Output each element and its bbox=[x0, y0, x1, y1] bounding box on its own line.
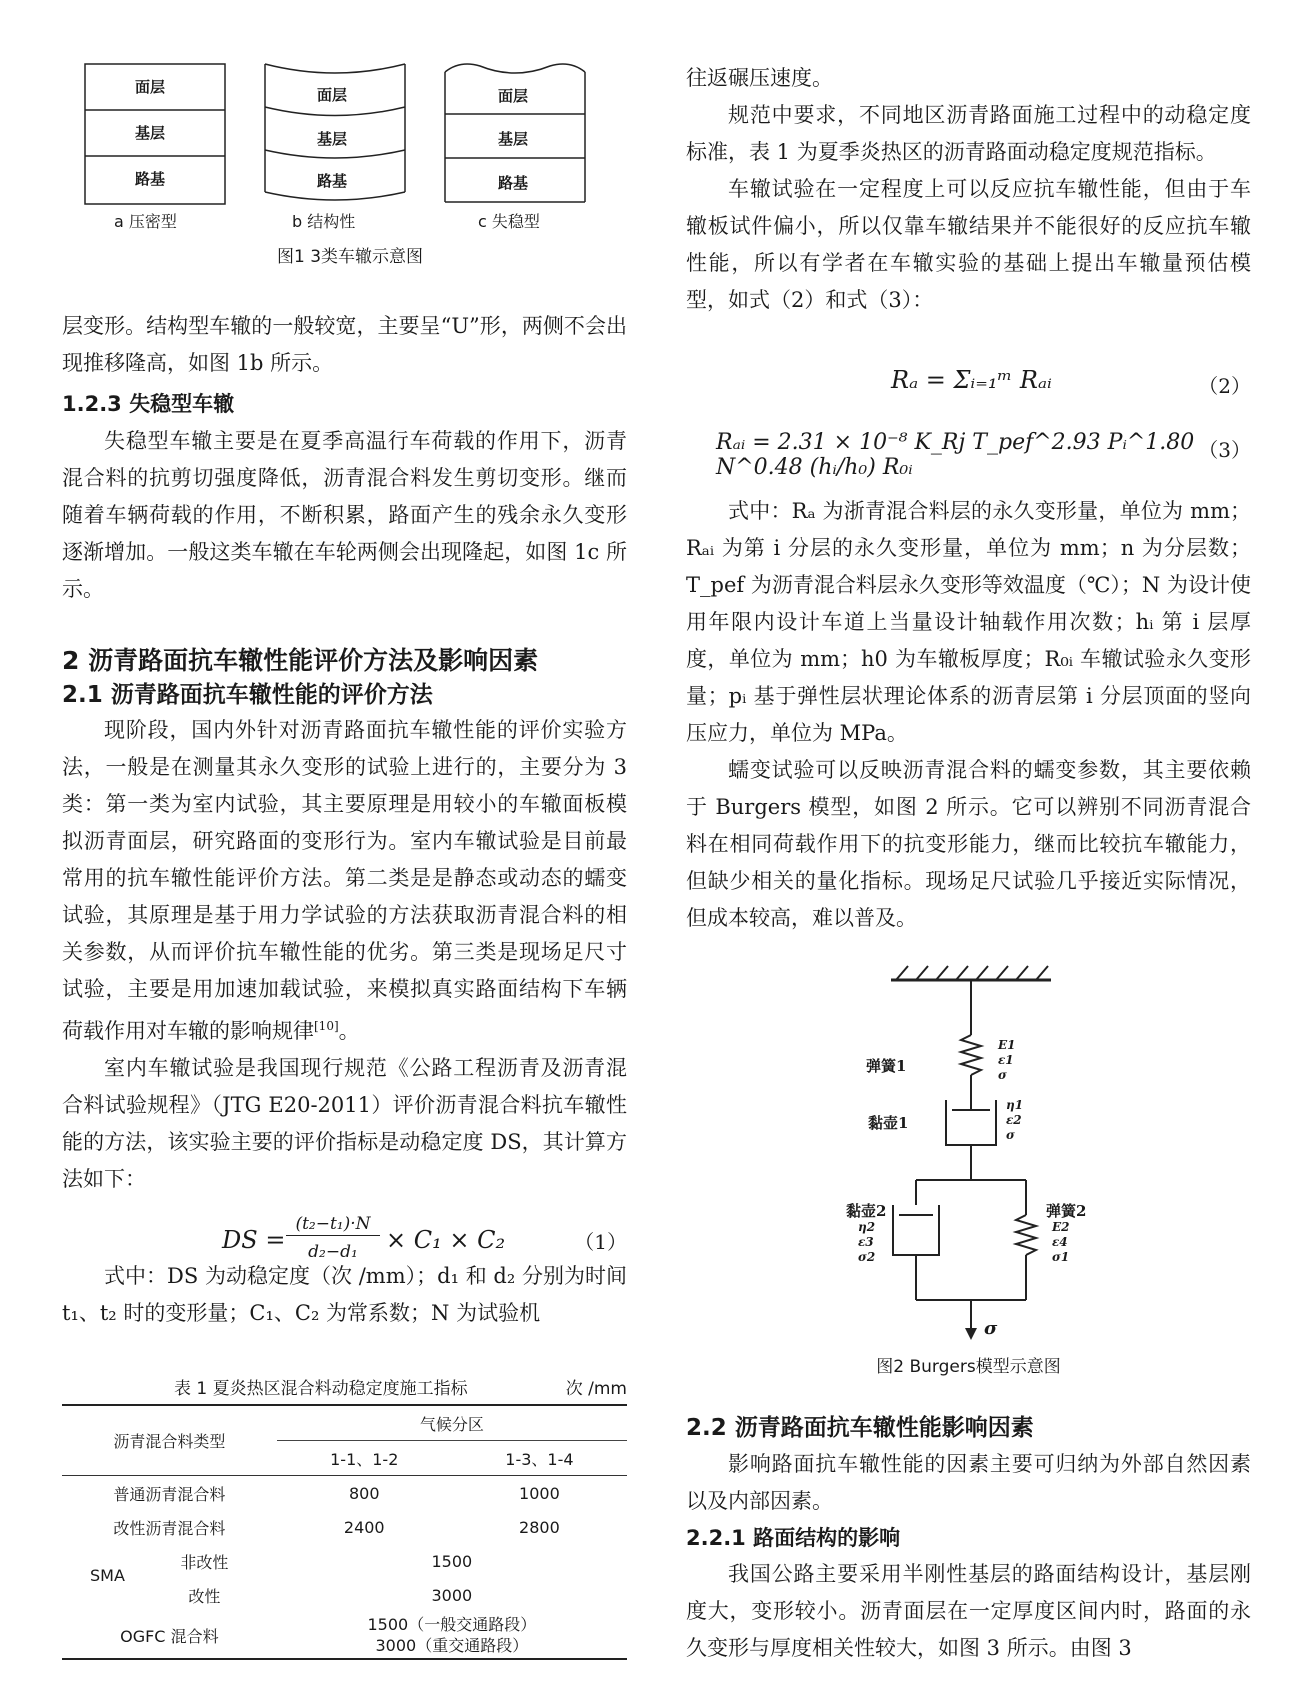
paragraph bbox=[62, 712, 627, 1050]
param: σ1 bbox=[1052, 1250, 1070, 1264]
layer-label: 基层 bbox=[135, 124, 166, 142]
section-heading-2: 2 沥青路面抗车辙性能评价方法及影响因素 bbox=[62, 646, 539, 675]
table-cell bbox=[277, 1612, 627, 1659]
paragraph: 影响路面抗车辙性能的因素主要可归纳为外部自然因素以及内部因素。 bbox=[686, 1452, 1251, 1513]
table-cell: 1000 bbox=[519, 1483, 560, 1503]
paragraph: 往返碾压速度。 bbox=[686, 66, 833, 90]
paragraph: 我国公路主要采用半刚性基层的路面结构设计，基层刚度大，变形较小。沥青面层在一定厚度区间内时，路面的永久变形与厚度相关性较大，如图 3 所示。由图 3 bbox=[686, 1562, 1251, 1660]
param: ε2 bbox=[1006, 1113, 1022, 1127]
ogfc-value: 1500（一般交通路段） bbox=[367, 1615, 537, 1634]
layer-label: 路基 bbox=[498, 174, 529, 192]
table-cell: 1500 bbox=[431, 1551, 473, 1571]
eq3-body: Rₐᵢ = 2.31 × 10⁻⁸ K_Rj T_pef^2.93 Pᵢ^1.80 N^0.48 (hᵢ/h₀) R₀ᵢ bbox=[716, 430, 1195, 480]
ogfc-value: 3000（重交通路段） bbox=[375, 1636, 529, 1655]
equation-3 bbox=[686, 424, 1251, 480]
table-row bbox=[62, 1510, 627, 1544]
dashpot-2-params bbox=[858, 1220, 875, 1265]
paragraph: 式中：Rₐ 为浙青混合料层的永久变形量，单位为 mm；Rₐᵢ 为第 i 分层的永久变形量，单位为 mm；n 为分层数；T_pef 为沥青混合料层永久变形等效温度（℃）；N 为设计使用年限内设计车道上当量设计轴载作用次数；hᵢ 第 i 层厚度，单位为 mm；h0 为车辙板厚度；R₀ᵢ 车辙试验永久变形量；pᵢ 基于弹性层状理论体系的沥青层第 i 分层顶面的竖向压应力，单位为 MPa。 bbox=[686, 499, 1251, 745]
figure-1 bbox=[80, 52, 620, 272]
sma-subtype: 改性 bbox=[188, 1586, 221, 1606]
param: E1 bbox=[998, 1038, 1016, 1052]
table-cell bbox=[62, 1544, 277, 1585]
dashpot-1-label: 黏壶1 bbox=[868, 1114, 909, 1132]
section-heading-2-2-1: 2.2.1 路面结构的影响 bbox=[686, 1526, 901, 1550]
eq1-denominator: d₂−d₁ bbox=[308, 1242, 358, 1262]
layer-label: 面层 bbox=[135, 78, 166, 96]
eq1-lhs: DS = bbox=[222, 1226, 286, 1254]
paragraph-text: 现阶段，国内外针对沥青路面抗车辙性能的评价实验方法，一般是在测量其永久变形的试验上进行的，主要分为 3 类：第一类为室内试验，其主要原理是用较小的车辙面板模拟沥青面层，研究路面的变形行为。室内车辙试验是目前最常用的抗车辙性能评价方法。第二类是是静态或动态的蠕变试验，其原理是基于用力学试验的方法获取沥青混合料的相关参数，从而评价抗车辙性能的优劣。第三类是现场足尺寸试验，主要是用加速加载试验，来模拟真实路面结构下车辆荷载作用对车辙的影响规律 bbox=[62, 718, 627, 1043]
param: E2 bbox=[1052, 1220, 1070, 1234]
section-heading-1-2-3: 1.2.3 失稳型车辙 bbox=[62, 392, 235, 416]
panel-label-b: b 结构性 bbox=[292, 212, 356, 231]
panel-label-a: a 压密型 bbox=[114, 212, 177, 231]
panel-label-c: c 失稳型 bbox=[478, 212, 540, 231]
burgers-model-drawing bbox=[686, 960, 1251, 1340]
table-row bbox=[62, 1612, 627, 1659]
paragraph: 式中：DS 为动稳定度（次 /mm）；d₁ 和 d₂ 分别为时间 t₁、t₂ 时的变形量；C₁、C₂ 为常系数；N 为试验机 bbox=[62, 1264, 627, 1325]
right-column-mid bbox=[686, 493, 1251, 937]
spring-1-params bbox=[998, 1038, 1016, 1083]
eq1-numerator: (t₂−t₁)·N bbox=[286, 1214, 380, 1236]
param: ε3 bbox=[858, 1235, 874, 1249]
paragraph: 失稳型车辙主要是在夏季高温行车荷载的作用下，沥青混合料的抗剪切强度降低，沥青混合料发生剪切变形。继而随着车辆荷载的作用，不断积累，路面产生的残余永久变形逐渐增加。一般这类车辙在车轮两侧会出现隆起，如图 1c 所示。 bbox=[62, 429, 627, 601]
header-cell: 1-3、1-4 bbox=[505, 1449, 574, 1469]
section-heading-2-2: 2.2 沥青路面抗车辙性能影响因素 bbox=[686, 1415, 1034, 1441]
table-1-caption-row bbox=[62, 1370, 627, 1404]
section-heading-2-1: 2.1 沥青路面抗车辙性能的评价方法 bbox=[62, 682, 433, 708]
layer-label: 基层 bbox=[317, 130, 348, 148]
sma-label: SMA bbox=[90, 1566, 125, 1585]
figure-2 bbox=[686, 960, 1251, 1380]
table-cell: 2400 bbox=[343, 1517, 385, 1537]
table-cell: OGFC 混合料 bbox=[120, 1626, 219, 1646]
right-column-bottom bbox=[686, 1410, 1251, 1667]
param: η1 bbox=[1006, 1098, 1024, 1112]
right-column-top bbox=[686, 60, 1251, 319]
paragraph: 规范中要求，不同地区沥青路面施工过程中的动稳定度标准，表 1 为夏季炎热区的沥青路面动稳定度规范指标。 bbox=[686, 103, 1251, 164]
layer-label: 基层 bbox=[498, 130, 529, 148]
table-header-row bbox=[62, 1405, 627, 1441]
table-row bbox=[62, 1544, 627, 1578]
spring-2-params bbox=[1052, 1220, 1070, 1265]
dashpot-1-params bbox=[1006, 1098, 1023, 1143]
paragraph-text: 。 bbox=[338, 1019, 360, 1043]
layer-label: 路基 bbox=[317, 172, 348, 190]
spring-1-label: 弹簧1 bbox=[866, 1057, 907, 1075]
layer-label: 面层 bbox=[317, 86, 348, 104]
table-cell: 改性沥青混合料 bbox=[113, 1518, 226, 1538]
table-1-caption: 表 1 夏炎热区混合料动稳定度施工指标 bbox=[174, 1379, 468, 1399]
layer-label: 路基 bbox=[135, 170, 166, 188]
param: η2 bbox=[858, 1220, 876, 1234]
eq2-number: （2） bbox=[1198, 374, 1251, 398]
dashpot-2-label: 黏壶2 bbox=[846, 1202, 887, 1220]
eq1-number: （1） bbox=[574, 1230, 627, 1254]
layer-label: 面层 bbox=[498, 87, 529, 105]
param: σ2 bbox=[858, 1250, 876, 1264]
figure-1-caption: 图1 3类车辙示意图 bbox=[276, 247, 424, 267]
sma-subtype: 非改性 bbox=[180, 1552, 229, 1572]
paragraph: 室内车辙试验是我国现行规范《公路工程沥青及沥青混合料试验规程》（JTG E20-2011）评价沥青混合料抗车辙性能的方法，该实验主要的评价指标是动稳定度 DS，其计算方法如下： bbox=[62, 1056, 627, 1191]
table-1 bbox=[62, 1370, 627, 1660]
paragraph: 蠕变试验可以反映沥青混合料的蠕变参数，其主要依赖于 Burgers 模型，如图 2 所示。它可以辨别不同沥青混合料在相同荷载作用下的抗变形能力，继而比较抗车辙能力，但缺少相关的量化指标。现场足尺试验几乎接近实际情况，但成本较高，难以普及。 bbox=[686, 758, 1251, 930]
table-row bbox=[62, 1476, 627, 1511]
param: ε4 bbox=[1052, 1235, 1068, 1249]
left-column-after-eq bbox=[62, 1258, 627, 1332]
table-cell: 800 bbox=[348, 1483, 380, 1503]
param: σ bbox=[1006, 1128, 1015, 1142]
param: ε1 bbox=[998, 1053, 1014, 1067]
table-cell: 普通沥青混合料 bbox=[113, 1484, 226, 1504]
table-cell: 3000 bbox=[431, 1585, 473, 1605]
eq3-number: （3） bbox=[1198, 438, 1251, 462]
eq2-body: Rₐ = Σᵢ₌₁ᵐ Rₐᵢ bbox=[891, 366, 1052, 394]
equation-2 bbox=[686, 362, 1251, 408]
figure-2-caption: 图2 Burgers模型示意图 bbox=[876, 1357, 1061, 1377]
header-cell: 气候分区 bbox=[277, 1405, 627, 1441]
paragraph: 车辙试验在一定程度上可以反应抗车辙性能，但由于车辙板试件偏小，所以仅靠车辙结果并不能很好的反应抗车辙性能，所以有学者在车辙实验的基础上提出车辙量预估模型，如式（2）和式（3）： bbox=[686, 177, 1251, 312]
table-1-grid bbox=[62, 1404, 627, 1660]
left-column bbox=[62, 308, 627, 1198]
param: σ bbox=[998, 1068, 1007, 1082]
eq1-rhs: × C₁ × C₂ bbox=[386, 1226, 506, 1254]
table-cell: 2800 bbox=[519, 1517, 560, 1537]
spring-2-label: 弹簧2 bbox=[1046, 1202, 1087, 1220]
table-row bbox=[62, 1578, 627, 1612]
table-1-unit: 次 /mm bbox=[565, 1379, 627, 1399]
force-label: σ bbox=[984, 1318, 998, 1339]
citation: [10] bbox=[314, 1019, 339, 1033]
header-cell: 沥青混合料类型 bbox=[113, 1432, 226, 1451]
paragraph: 层变形。结构型车辙的一般较宽，主要呈“U”形，两侧不会出现推移隆高，如图 1b 所示。 bbox=[62, 314, 627, 375]
header-cell: 1-1、1-2 bbox=[330, 1449, 399, 1469]
